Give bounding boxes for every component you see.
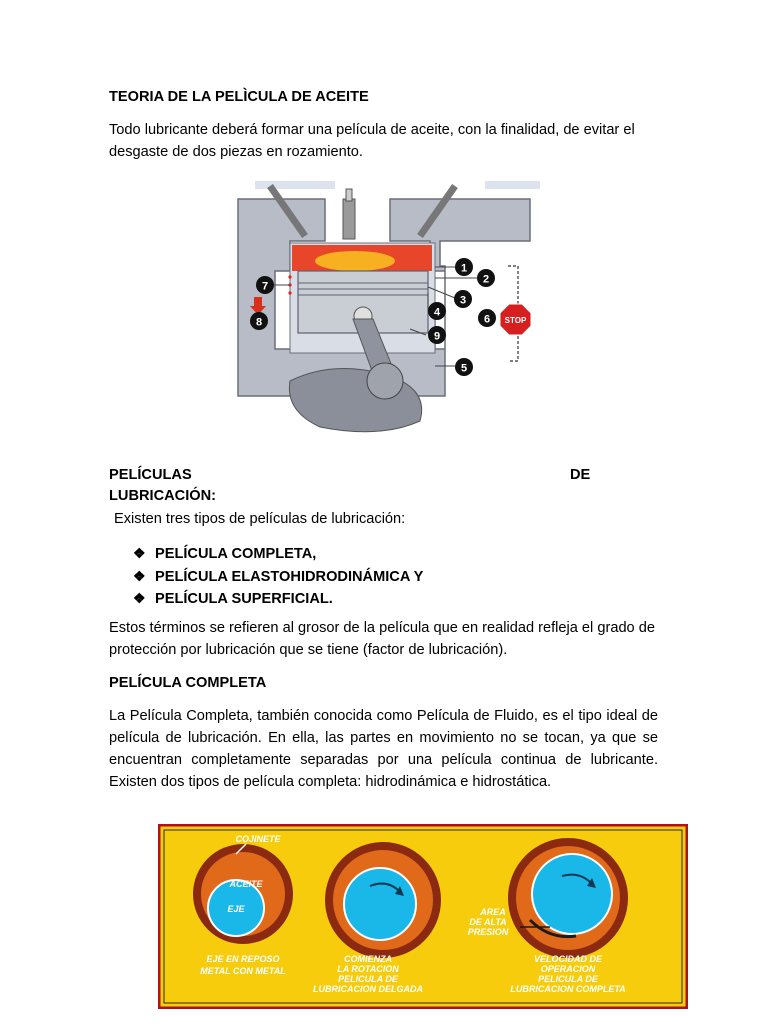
bearing-lubrication-figure: [158, 824, 688, 1009]
caption-1-line-1: EJE EN REPOSO: [206, 954, 280, 964]
diamond-bullet-icon: ❖: [133, 545, 146, 561]
marker-3: [454, 290, 472, 308]
bearing-full-film: [508, 838, 628, 958]
svg-text:6: 6: [483, 313, 491, 326]
svg-text:9: 9: [433, 330, 441, 343]
area-label: AREA: [480, 907, 506, 917]
caption-3-line-4: LUBRICACION COMPLETA: [510, 984, 626, 994]
page-title: TEORIA DE LA PELÌCULA DE ACEITE: [109, 89, 369, 105]
caption-2-line-3: PELICULA DE: [338, 974, 398, 984]
section1-heading-line2: LUBRICACIÓN:: [109, 488, 217, 504]
svg-text:8: 8: [255, 316, 263, 329]
caption-2-line-4: LUBRICACION DELGADA: [313, 984, 423, 994]
eje-label: EJE: [227, 904, 245, 914]
caption-3-line-2: OPERACION: [540, 964, 596, 974]
marker-8: [250, 312, 268, 330]
section1-lead: Existen tres tipos de películas de lubricación:: [114, 511, 406, 527]
diamond-bullet-icon: ❖: [133, 567, 146, 584]
section2-heading: PELÍCULA COMPLETA: [109, 675, 267, 691]
marker-4: [428, 302, 446, 320]
presion-label: PRESION: [467, 927, 509, 937]
intro-paragraph: Todo lubricante deberá formar una película de aceite, con la finalidad, de evitar el desgaste de dos piezas en rozamiento.: [109, 122, 635, 160]
caption-3-line-1: VELOCIDAD DE: [533, 954, 603, 964]
list-item: ❖ PELÍCULA COMPLETA,: [133, 542, 423, 565]
svg-text:7: 7: [261, 280, 269, 293]
stop-label: STOP: [504, 316, 527, 325]
section2-paragraph: La Película Completa, también conocida como Película de Fluido, es el tipo ideal de película de lubricación. En ella, las partes en movimiento no se tocan, ya que se encuentran completamente separadas por una película continua de lubricante. Existen dos tipos de película completa: hidrodinámica e hidrostática.: [109, 708, 658, 790]
aceite-label: ACEITE: [229, 879, 263, 889]
bearing-diagram: [158, 824, 688, 1009]
marker-9: [428, 326, 446, 344]
svg-text:2: 2: [482, 273, 490, 286]
svg-text:3: 3: [459, 294, 467, 307]
list-item: ❖ PELÍCULA ELASTOHIDRODINÁMICA Y: [133, 565, 423, 588]
marker-2: [477, 269, 495, 287]
caption-3-line-3: PELICULA DE: [538, 974, 598, 984]
engine-lubrication-figure: [230, 181, 540, 439]
marker-5: [455, 358, 473, 376]
section1-heading-right: DE: [570, 467, 591, 483]
section1-paragraph: Estos términos se refieren al grosor de la película que en realidad refleja el grado de protección por lubricación que se tiene (factor de lubricación).: [109, 620, 655, 658]
marker-7: [256, 276, 274, 294]
diamond-bullet-icon: ❖: [133, 590, 146, 606]
cojinete-label: COJINETE: [235, 834, 281, 844]
svg-text:4: 4: [433, 306, 441, 319]
caption-2-line-1: COMIENZA: [344, 954, 392, 964]
section1-heading-left: PELÍCULAS: [109, 467, 192, 483]
svg-text:5: 5: [460, 362, 468, 375]
de-alta-label: DE ALTA: [469, 917, 507, 927]
svg-text:1: 1: [460, 262, 468, 275]
marker-1: [455, 258, 473, 276]
caption-1-line-2: METAL CON METAL: [200, 966, 286, 976]
film-types-list: [133, 542, 423, 610]
bearing-at-rest: [193, 844, 293, 944]
engine-diagram: [230, 181, 540, 439]
list-item: ❖ PELÍCULA SUPERFICIAL.: [133, 587, 423, 610]
marker-6: [478, 309, 496, 327]
bearing-rotation-start: [325, 842, 441, 958]
caption-2-line-2: LA ROTACION: [337, 964, 399, 974]
